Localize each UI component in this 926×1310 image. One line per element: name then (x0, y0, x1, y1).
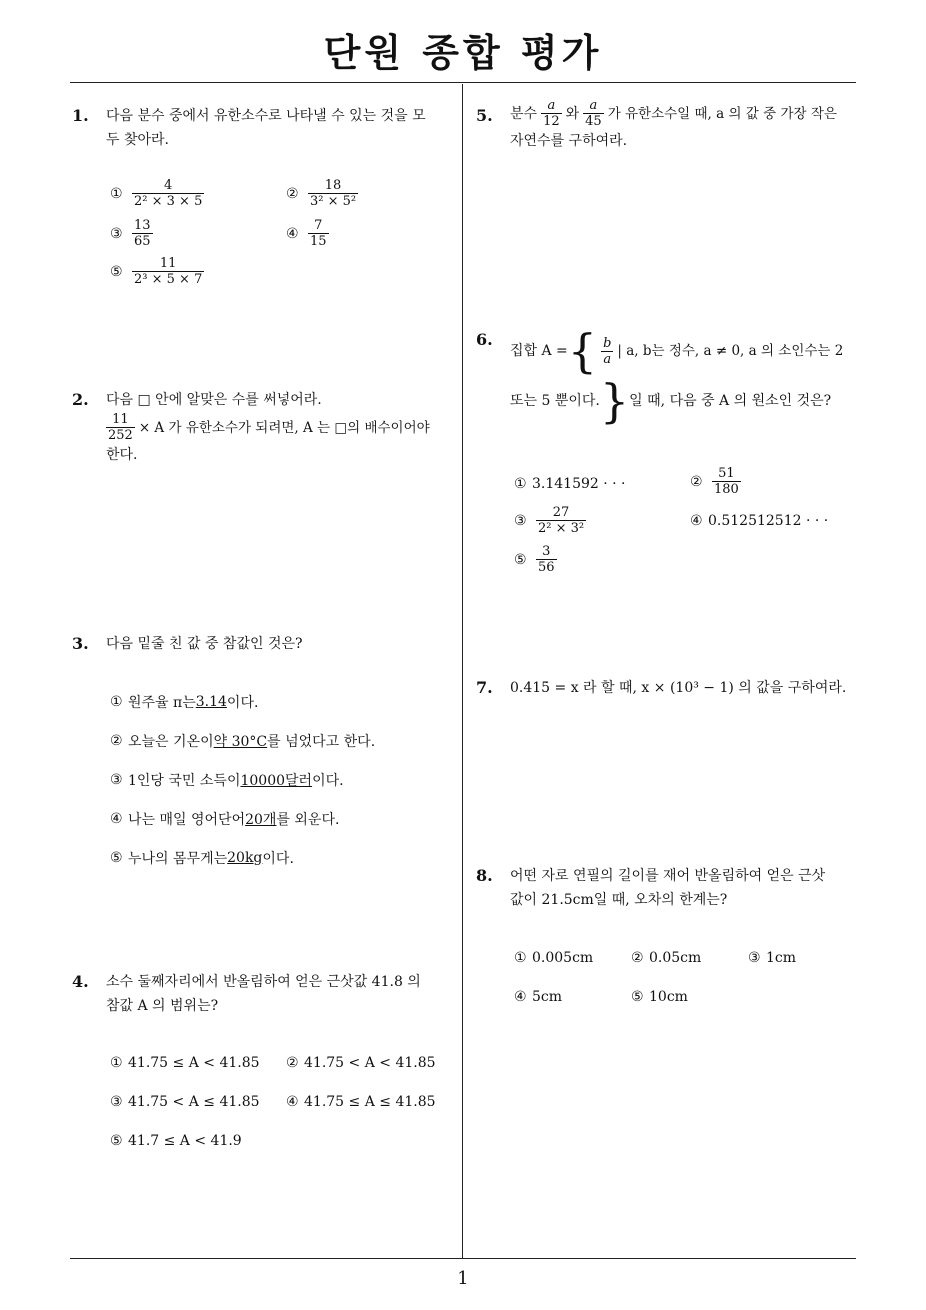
q3-option-5[interactable]: ⑤ 누나의 몸무게는 20kg 이다. (110, 850, 294, 867)
fraction: $\frac{3}{56}$ (538, 544, 555, 575)
question-text: 참값 A 의 범위는? (106, 998, 219, 1014)
q3-option-3[interactable]: ③ 1인당 국민 소득이 10000달러 이다. (110, 772, 344, 789)
q4-option-1[interactable]: ① 41.75 ≤ A < 41.85 (110, 1055, 260, 1071)
q3-option-2[interactable]: ② 오늘은 기온이 약 30°C 를 넘었다고 한다. (110, 733, 376, 750)
page-title: 단원 종합 평가 (323, 31, 603, 75)
question-text: 값이 21.5cm일 때, 오차의 한계는? (510, 892, 728, 908)
fraction: $\frac{11}{252}$ (108, 412, 133, 443)
column-divider (462, 84, 463, 1258)
fraction: $\frac{13}{65}$ (134, 218, 151, 249)
question-number: 7. (476, 678, 493, 697)
question-number: 1. (72, 106, 89, 125)
q8-option-4[interactable]: ④ 5cm (514, 989, 563, 1005)
question-text: 자연수를 구하여라. (510, 133, 628, 149)
fraction: $\frac{11}{\text{2³ × 5 × 7}}$ (134, 256, 203, 287)
question-text: 다음 밑줄 친 값 중 참값인 것은? (106, 636, 303, 652)
fraction: $\frac{7}{15}$ (310, 218, 327, 249)
q3-option-1[interactable]: ① 원주율 π는 3.14 이다. (110, 694, 259, 711)
question-text: 두 찾아라. (106, 132, 169, 148)
q1-option-2[interactable]: ② $\frac{18}{\text{3² × 5²}}$ (286, 178, 357, 209)
question-text: 다음 □ 안에 알맞은 수를 써넣어라. (106, 392, 322, 408)
q1-option-1[interactable]: ① $\frac{4}{\text{2² × 3 × 5}}$ (110, 178, 203, 209)
fraction: $\frac{a}{12}$ (543, 98, 560, 129)
q8-option-5[interactable]: ⑤ 10cm (631, 989, 688, 1005)
question-text: 다음 분수 중에서 유한소수로 나타낼 수 있는 것을 모 (106, 108, 426, 124)
question-number: 6. (476, 330, 493, 349)
q6-option-1[interactable]: ① 3.141592 · · · (514, 476, 626, 492)
question-text: 어떤 자로 연필의 길이를 재어 반올림하여 얻은 근삿 (510, 868, 826, 884)
fraction: $\frac{4}{\text{2² × 3 × 5}}$ (134, 178, 203, 209)
top-rule (70, 82, 856, 83)
question-text: 소수 둘째자리에서 반올림하여 얻은 근삿값 41.8 의 (106, 974, 421, 990)
q3-option-4[interactable]: ④ 나는 매일 영어단어 20개 를 외운다. (110, 811, 340, 828)
question-number: 4. (72, 972, 89, 991)
question-number: 3. (72, 634, 89, 653)
q1-option-4[interactable]: ④ $\frac{7}{15}$ (286, 218, 327, 249)
q4-option-5[interactable]: ⑤ 41.7 ≤ A < 41.9 (110, 1133, 242, 1149)
question-text: 0.4̇15̇ = x 라 할 때, x × (10³ − 1) 의 값을 구하여라. (510, 680, 847, 696)
q6-option-5[interactable]: ⑤ $\frac{3}{56}$ (514, 544, 555, 575)
fraction: $\frac{b}{a}$ (603, 335, 612, 367)
q8-option-1[interactable]: ① 0.005cm (514, 950, 594, 966)
question-text: × A 가 유한소수가 되려면, A 는 □의 배수이어야 (138, 419, 430, 436)
q4-option-4[interactable]: ④ 41.75 ≤ A ≤ 41.85 (286, 1094, 436, 1110)
fraction: $\frac{18}{\text{3² × 5²}}$ (310, 178, 357, 209)
right-brace: } (599, 374, 630, 428)
fraction: $\frac{a}{45}$ (585, 98, 602, 129)
page-number: 1 (457, 1268, 469, 1289)
question-number: 8. (476, 866, 493, 885)
fraction: $\frac{51}{180}$ (714, 466, 739, 497)
q1-option-5[interactable]: ⑤ $\frac{11}{\text{2³ × 5 × 7}}$ (110, 256, 203, 287)
q8-option-2[interactable]: ② 0.05cm (631, 950, 702, 966)
question-number: 5. (476, 106, 493, 125)
q6-option-4[interactable]: ④ 0.512512512 · · · (690, 513, 829, 529)
q6-option-2[interactable]: ② $\frac{51}{180}$ (690, 466, 739, 497)
left-brace: { (567, 324, 598, 378)
q1-option-3[interactable]: ③ $\frac{13}{65}$ (110, 218, 151, 249)
fraction: $\frac{27}{\text{2² × 3²}}$ (538, 505, 585, 536)
q8-option-3[interactable]: ③ 1cm (748, 950, 797, 966)
q6-option-3[interactable]: ③ $\frac{27}{\text{2² × 3²}}$ (514, 505, 585, 536)
question-text: 한다. (106, 447, 138, 463)
bottom-rule (70, 1258, 856, 1259)
q4-option-2[interactable]: ② 41.75 < A < 41.85 (286, 1055, 436, 1071)
q4-option-3[interactable]: ③ 41.75 < A ≤ 41.85 (110, 1094, 260, 1110)
question-number: 2. (72, 390, 89, 409)
